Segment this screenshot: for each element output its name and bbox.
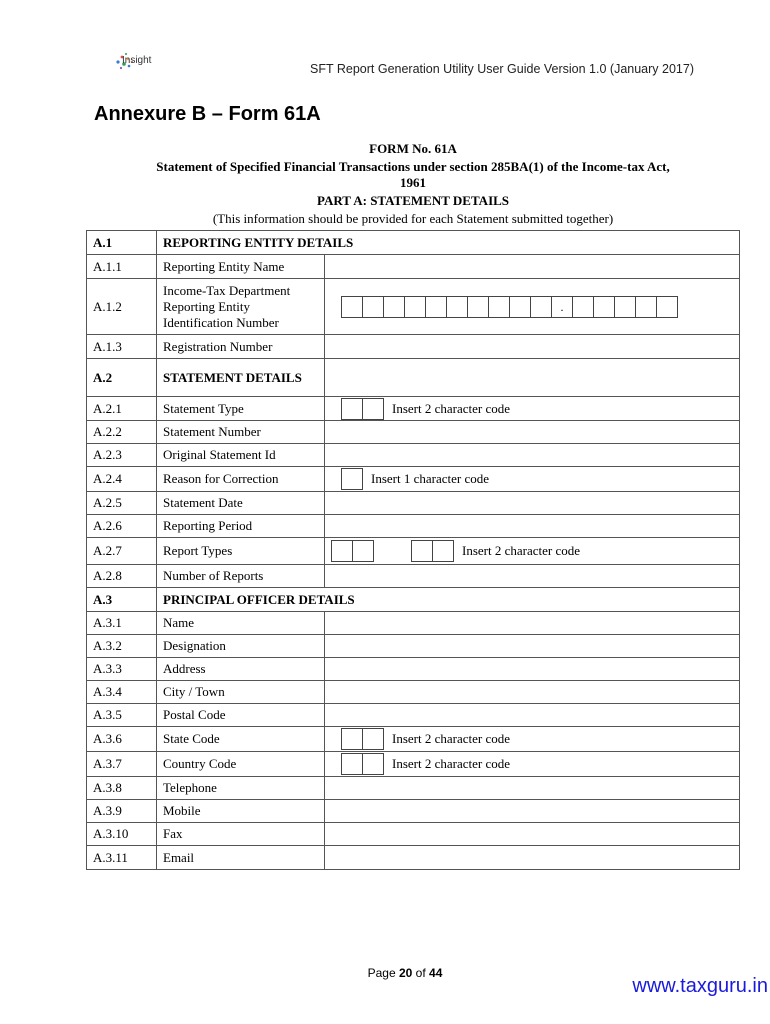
section-row	[87, 359, 740, 397]
statement-title-line1: Statement of Specified Financial Transactions under section 285BA(1) of the Income-tax Act,	[156, 159, 670, 174]
reporting-entity-id-field[interactable]	[325, 279, 740, 335]
form-row	[87, 467, 740, 492]
row-code: A.2.4	[87, 467, 157, 492]
designation-field[interactable]	[325, 635, 740, 658]
row-label: Country Code	[157, 752, 325, 777]
row-label: Fax	[157, 823, 325, 846]
annexure-title: Annexure B – Form 61A	[94, 103, 321, 125]
row-code: A.3	[87, 588, 157, 612]
row-code: A.3.2	[87, 635, 157, 658]
row-label: Statement Number	[157, 421, 325, 444]
char-box[interactable]	[341, 468, 363, 490]
row-code: A.2	[87, 359, 157, 397]
row-code: A.1	[87, 231, 157, 255]
char-box[interactable]	[446, 296, 468, 318]
statement-number-field[interactable]	[325, 421, 740, 444]
char-box[interactable]	[656, 296, 678, 318]
page-number: Page 20 of 44	[367, 966, 443, 980]
row-code: A.3.11	[87, 846, 157, 870]
row-label: Name	[157, 612, 325, 635]
row-code: A.3.10	[87, 823, 157, 846]
row-code: A.1.2	[87, 279, 157, 335]
form-row	[87, 612, 740, 635]
row-label: Telephone	[157, 777, 325, 800]
section-label: REPORTING ENTITY DETAILS	[157, 231, 740, 255]
row-code: A.2.8	[87, 565, 157, 588]
statement-date-field[interactable]	[325, 492, 740, 515]
field-hint: Insert 2 character code	[392, 400, 511, 416]
form-row	[87, 279, 740, 335]
row-code: A.3.3	[87, 658, 157, 681]
row-code: A.2.1	[87, 397, 157, 421]
reporting-entity-name-field[interactable]	[325, 255, 740, 279]
form-row	[87, 752, 740, 777]
form-note: (This information should be provided for each Statement submitted together)	[212, 211, 614, 226]
form-row	[87, 658, 740, 681]
char-box[interactable]	[362, 728, 384, 750]
fax-field[interactable]	[325, 823, 740, 846]
row-label: Registration Number	[157, 335, 325, 359]
row-code: A.3.9	[87, 800, 157, 823]
row-code: A.3.5	[87, 704, 157, 727]
row-code: A.3.1	[87, 612, 157, 635]
mobile-field[interactable]	[325, 800, 740, 823]
char-box[interactable]	[362, 296, 384, 318]
row-code: A.2.3	[87, 444, 157, 467]
form-row	[87, 492, 740, 515]
form-row	[87, 255, 740, 279]
row-label: Reporting Entity Name	[157, 255, 325, 279]
row-label: Statement Type	[157, 397, 325, 421]
form-row	[87, 846, 740, 870]
section-row	[87, 588, 740, 612]
registration-number-field[interactable]	[325, 335, 740, 359]
form-row	[87, 335, 740, 359]
row-label: Report Types	[157, 538, 325, 565]
form-number: FORM No. 61A	[369, 141, 457, 156]
char-box[interactable]	[362, 753, 384, 775]
row-label: Postal Code	[157, 704, 325, 727]
row-label: Number of Reports	[157, 565, 325, 588]
char-box[interactable]	[593, 296, 615, 318]
char-box[interactable]	[383, 296, 405, 318]
form-row	[87, 704, 740, 727]
form-row	[87, 444, 740, 467]
row-label: Email	[157, 846, 325, 870]
row-label: City / Town	[157, 681, 325, 704]
city-town-field[interactable]	[325, 681, 740, 704]
row-label: Reporting Period	[157, 515, 325, 538]
section-label: STATEMENT DETAILS	[157, 359, 325, 397]
row-label: Statement Date	[157, 492, 325, 515]
char-box[interactable]	[404, 296, 426, 318]
statement-type-field[interactable]	[325, 397, 740, 421]
form-row	[87, 421, 740, 444]
row-code: A.1.1	[87, 255, 157, 279]
char-box[interactable]	[425, 296, 447, 318]
statement-title-line2: 1961	[400, 175, 426, 190]
row-code: A.3.7	[87, 752, 157, 777]
address-field[interactable]	[325, 658, 740, 681]
form-row	[87, 823, 740, 846]
form-row	[87, 635, 740, 658]
char-box[interactable]	[411, 540, 433, 562]
char-box[interactable]	[331, 540, 353, 562]
form-row	[87, 800, 740, 823]
row-label: Reason for Correction	[157, 467, 325, 492]
original-statement-id-field[interactable]	[325, 444, 740, 467]
reason-for-correction-field[interactable]	[325, 467, 740, 492]
char-box[interactable]	[341, 753, 363, 775]
field-hint: Insert 2 character code	[392, 756, 511, 771]
row-label: Address	[157, 658, 325, 681]
form-row	[87, 565, 740, 588]
char-box[interactable]	[530, 296, 552, 318]
country-code-field[interactable]	[325, 752, 740, 777]
field-hint: Insert 1 character code	[371, 471, 490, 486]
logo-text: Insight	[122, 55, 152, 66]
postal-code-field[interactable]	[325, 704, 740, 727]
section-row	[87, 231, 740, 255]
row-code: A.3.4	[87, 681, 157, 704]
char-box[interactable]	[467, 296, 489, 318]
site-watermark[interactable]: www.taxguru.in	[632, 975, 768, 997]
officer-name-field[interactable]	[325, 612, 740, 635]
form-row	[87, 515, 740, 538]
number-of-reports-field[interactable]	[325, 565, 740, 588]
char-box[interactable]	[488, 296, 510, 318]
row-code: A.1.3	[87, 335, 157, 359]
char-box[interactable]	[362, 398, 384, 420]
state-code-field[interactable]	[325, 727, 740, 752]
row-label: Income-Tax Department Reporting Entity Identification Number	[157, 279, 325, 335]
form-row	[87, 681, 740, 704]
row-code: A.2.7	[87, 538, 157, 565]
form-row	[87, 538, 740, 565]
char-box[interactable]	[635, 296, 657, 318]
form-61a-table	[86, 230, 740, 870]
char-box[interactable]	[572, 296, 594, 318]
char-box[interactable]	[352, 540, 374, 562]
row-code: A.3.6	[87, 727, 157, 752]
row-label: State Code	[157, 727, 325, 752]
email-field[interactable]	[325, 846, 740, 870]
char-box[interactable]	[509, 296, 531, 318]
row-code: A.2.2	[87, 421, 157, 444]
separator-box: .	[551, 296, 573, 318]
section-label: PRINCIPAL OFFICER DETAILS	[157, 588, 740, 612]
char-box[interactable]	[341, 296, 363, 318]
form-row	[87, 397, 740, 421]
report-types-field[interactable]	[325, 538, 740, 565]
form-row	[87, 727, 740, 752]
guide-title: SFT Report Generation Utility User Guide Version 1.0 (January 2017)	[310, 62, 694, 76]
part-title: PART A: STATEMENT DETAILS	[316, 193, 510, 208]
row-code: A.2.5	[87, 492, 157, 515]
char-box[interactable]	[341, 728, 363, 750]
char-box[interactable]	[614, 296, 636, 318]
form-row	[87, 777, 740, 800]
row-code: A.2.6	[87, 515, 157, 538]
row-label: Mobile	[157, 800, 325, 823]
row-code: A.3.8	[87, 777, 157, 800]
row-label: Original Statement Id	[157, 444, 325, 467]
char-box[interactable]	[341, 398, 363, 420]
row-label: Designation	[157, 635, 325, 658]
telephone-field[interactable]	[325, 777, 740, 800]
char-box[interactable]	[432, 540, 454, 562]
field-hint: Insert 2 character code	[462, 543, 581, 558]
field-hint: Insert 2 character code	[392, 731, 511, 746]
reporting-period-field[interactable]	[325, 515, 740, 538]
